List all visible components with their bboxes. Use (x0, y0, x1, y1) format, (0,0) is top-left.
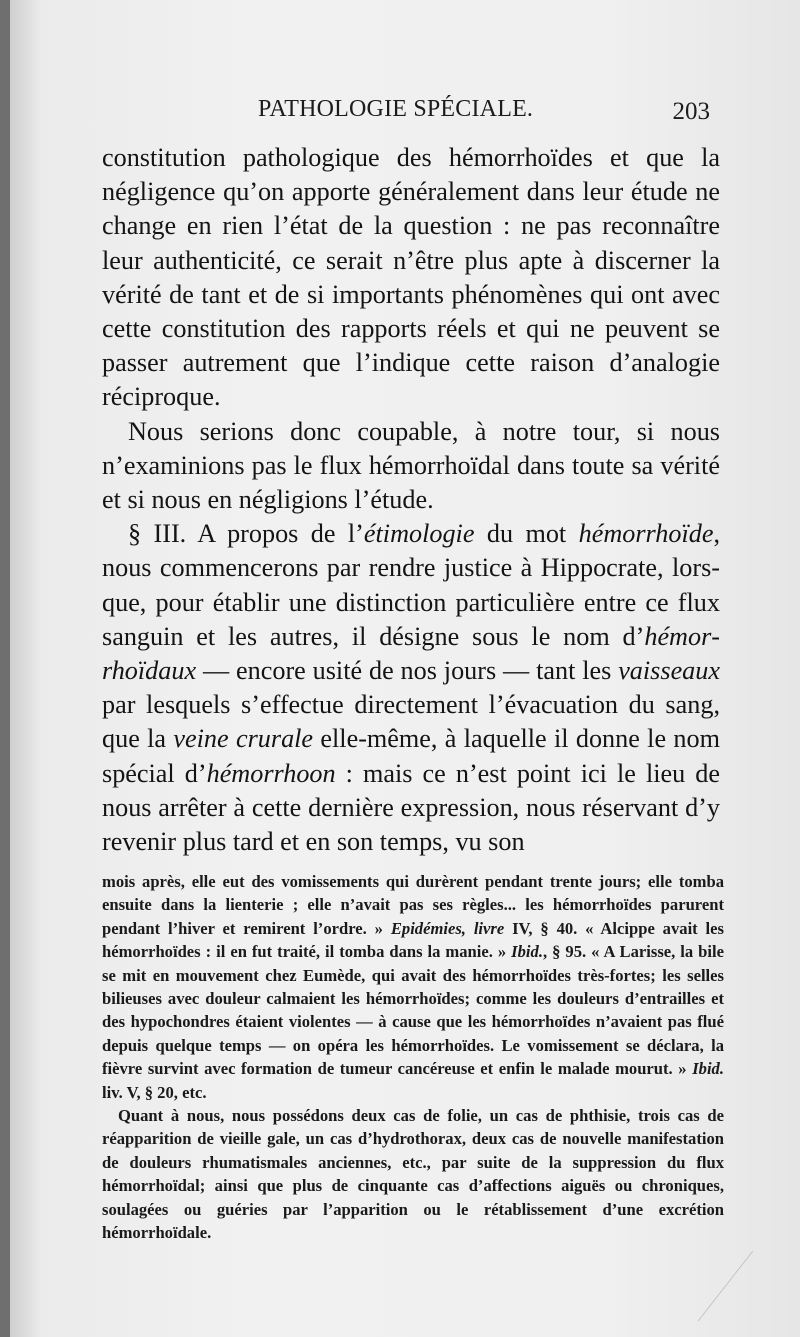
text-run: , § 95. « A Larisse, la bile se mit en mouvement chez Eumède, qui avait des hémorrhoïdes très-fortes; les selles bilieuses avec douleur calmaient les hémorrhoïdes; comme les douleurs d’entrailles et des hypochondres étaient violentes — à cause que les hémorrhoïdes n’avaient pas flué depuis quelque temps — on opéra les hémorrhoïdes. Le vomissement se déclara, la fièvre survint avec formation de tumeur cancéreuse et enfin le malade mourut. » (102, 942, 724, 1079)
text-run: mois après, elle eut des vomissements qui durèrent pendant trente jours; elle tomba ensuite dans la lienterie ; elle n’avait pas ses règles... les hémorrhoïdes parurent pendant l’hiver et remirent l’ordre. » (102, 872, 724, 938)
italic-term: veine crurale (173, 724, 314, 754)
text-run: IV, § 40. « Alcippe avait les hémorrhoïdes : il en fut traité, il tomba dans la manie. » (102, 918, 724, 962)
main-text (102, 141, 720, 859)
text-run: § III. A propos de l’ (128, 519, 364, 549)
italic-term: hémorrhoïdaux (102, 621, 720, 686)
italic-citation: Epidémies, livre (390, 918, 505, 938)
italic-term: hémorrhoïde (578, 519, 714, 549)
page-number: 203 (672, 98, 710, 125)
italic-term: hémorrhoon (206, 758, 336, 788)
italic-citation: Ibid. (692, 1059, 724, 1079)
text-run: elle-même, à laquelle il donne le nom spécial d’ (102, 724, 720, 788)
running-title: PATHOLOGIE SPÉCIALE. (258, 96, 534, 122)
text-run: du mot (474, 519, 579, 549)
text-run: liv. V, § 20, etc. (102, 1082, 207, 1102)
italic-term: vaisseaux (618, 656, 720, 686)
paragraph-continuation: constitution pathologique des hémorrhoïdes et que la négligence qu’on apporte généralement dans leur étude ne change en rien l’état de la question : ne pas reconnaître leur authenticité, ce serait n’être plus apte à discerner la vérité de tant et de si importants phénomènes qui ont avec cette constitution des rapports réels et qui ne peuvent se passer autrement que l’indique cette raison d’analogie réciproque. (102, 143, 720, 412)
page-header (102, 96, 720, 132)
paper-crease (698, 1251, 800, 1321)
text-run: : mais ce n’est point ici le lieu de nous arrêter à cette dernière expression, nous réservant d’y revenir plus tard et en son temps, vu son (102, 758, 720, 857)
italic-term: étimologie (363, 519, 475, 549)
text-run: — encore usité de nos jours — tant les (196, 656, 619, 686)
text-run: , nous commencerons par rendre justice à Hippocrate, lorsque, pour établir une distinction particulière entre ce flux sanguin et les autres, il désigne sous le nom d’ (102, 519, 720, 651)
book-page (10, 0, 800, 1337)
footnote-continuation (102, 870, 724, 1104)
text-run: par lesquels s’effectue directement l’évacuation du sang, que la (102, 690, 720, 754)
paragraph-culpability: Nous serions donc coupable, à notre tour, si nous n’examinions pas le flux hémorrhoïdal dans toute sa vérité et si nous en négligions l’étude. (102, 416, 720, 515)
footnote-own-cases: Quant à nous, nous possédons deux cas de folie, un cas de phthisie, trois cas de réapparition de vieille gale, un cas d’hydrothorax, deux cas de nouvelle manifestation de douleurs rhumatismales anciennes, etc., par suite de la suppression du flux hémorrhoïdal; ainsi que plus de cinquante cas d’affections aiguës ou chroniques, soulagées ou guéries par l’apparition ou le rétablissement d’une excrétion hémorrhoïdale. (102, 1106, 724, 1243)
paragraph-section-iii (102, 517, 720, 859)
footnotes (102, 870, 724, 1245)
italic-citation: Ibid. (511, 942, 543, 962)
